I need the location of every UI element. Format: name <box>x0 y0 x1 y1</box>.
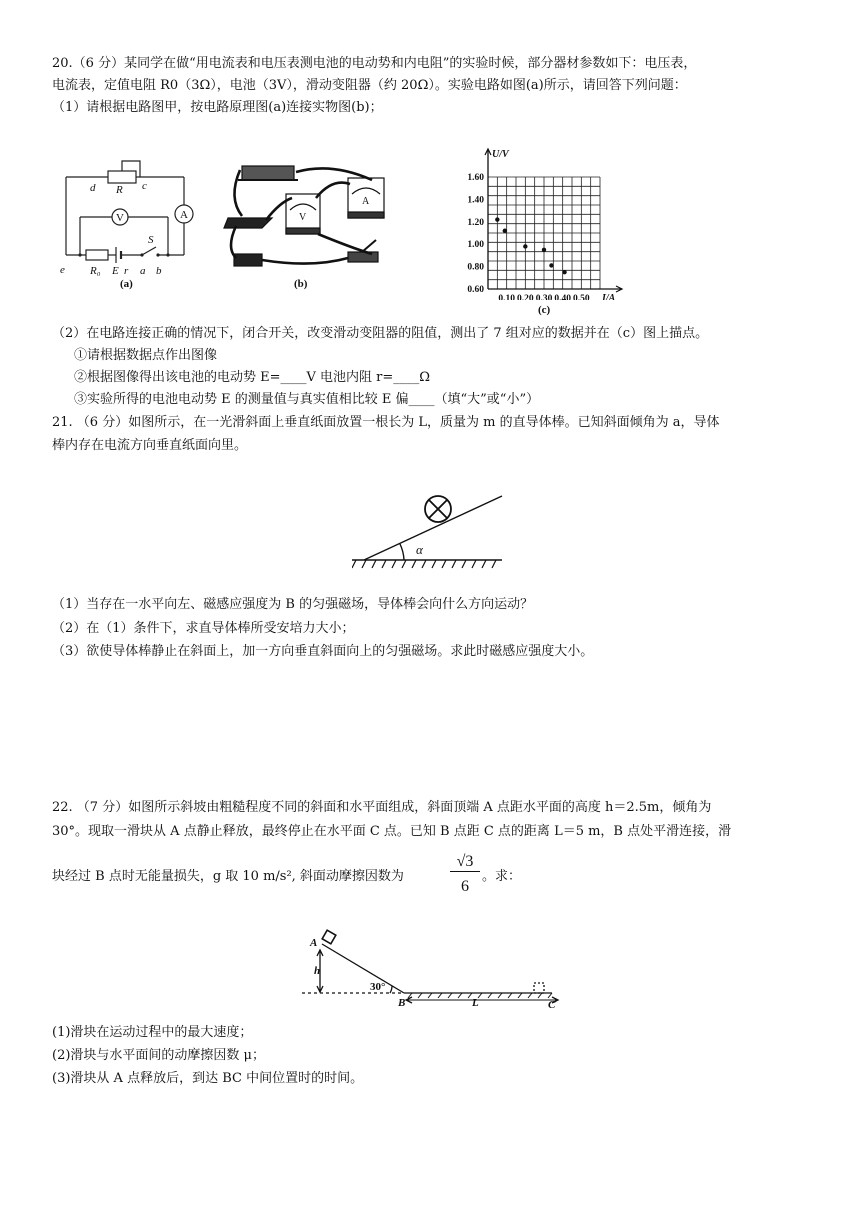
x-axis-label: I/A <box>602 293 616 300</box>
surface-hatching <box>408 993 552 998</box>
slider-block-final <box>534 983 544 993</box>
q22-line2: 30°。现取一滑块从 A 点静止释放，最终停止在水平面 C 点。已知 B 点距 C 点的距离 L＝5 m，B 点处平滑连接，滑 <box>52 824 732 839</box>
q22-line3a: 块经过 B 点时无能量损失，g 取 10 m/s², 斜面动摩擦因数为 <box>52 869 404 884</box>
q22-line1: 22. （7 分）如图所示斜坡由粗糙程度不同的斜面和水平面组成，斜面顶端 A 点距水平面的高度 h＝2.5m，倾角为 <box>52 800 712 815</box>
q22-line3b: 。求： <box>482 869 522 884</box>
point-b-label: B <box>398 997 406 1009</box>
label-E: E <box>112 265 119 277</box>
x-tick-label: 0.40 <box>554 294 571 300</box>
label-V: V <box>116 212 124 224</box>
data-point <box>562 270 566 274</box>
rheostat <box>242 166 294 180</box>
q20-sub1: ①请根据数据点作出图像 <box>74 348 218 363</box>
label-S: S <box>148 234 154 246</box>
friction-fraction-numerator: √3 <box>450 853 480 872</box>
incline-line <box>364 496 502 560</box>
q22-part2: (2)滑块与水平面间的动摩擦因数 μ； <box>52 1048 265 1063</box>
battery <box>234 254 262 266</box>
data-point <box>503 229 507 233</box>
slope-line <box>322 944 404 993</box>
base-board <box>224 218 272 228</box>
angle-arc <box>390 986 392 993</box>
rheostat-symbol <box>108 171 136 183</box>
label-d: d <box>90 182 96 194</box>
y-tick-label: 0.80 <box>467 262 484 273</box>
y-tick-label: 1.00 <box>467 240 484 251</box>
apparatus-figure-b <box>222 158 392 278</box>
data-point <box>523 244 527 248</box>
x-tick-label: 0.20 <box>517 294 534 300</box>
label-a: a <box>140 265 146 277</box>
friction-fraction-denominator: 6 <box>461 878 469 895</box>
slope-figure <box>302 928 572 1018</box>
switch-symbol <box>142 247 156 255</box>
height-h-label: h <box>314 965 321 977</box>
q20-line4: （2）在电路连接正确的情况下，闭合开关，改变滑动变阻器的阻值，测出了 7 组对应的数据并在（c）图上描点。 <box>52 326 709 341</box>
x-tick-label: 0.30 <box>535 294 553 300</box>
q21-line2: 棒内存在电流方向垂直纸面向里。 <box>52 438 248 453</box>
circuit-diagram-a <box>60 155 210 295</box>
y-tick-label: 1.20 <box>467 217 484 228</box>
slider-block <box>322 930 336 944</box>
y-tick-label: 1.40 <box>467 195 484 206</box>
label-b: b <box>156 265 162 277</box>
data-point <box>549 263 553 267</box>
length-l-label: L <box>472 997 479 1009</box>
q20-line1: 20.（6 分）某同学在做“用电流表和电压表测电池的电动势和内电阻”的实验时候，部分器材参数如下：电压表， <box>52 56 697 71</box>
y-tick-label: 0.60 <box>467 285 484 295</box>
u-i-chart <box>452 145 642 300</box>
data-point <box>542 248 546 252</box>
q20-sub2: ②根据图像得出该电池的电动势 E=____V 电池内阻 r=____Ω <box>74 370 431 385</box>
incline-figure <box>352 484 512 574</box>
x-tick-label: 0.10 <box>498 294 515 300</box>
q21-part3: （3）欲使导体棒静止在斜面上，加一方向垂直斜面向上的匀强磁场。求此时磁感应强度大小。 <box>52 644 594 659</box>
ground-hatching <box>352 560 496 568</box>
label-A: A <box>180 209 188 221</box>
y-tick-label: 1.60 <box>467 173 484 183</box>
q20-sub3: ③实验所得的电池电动势 E 的测量值与真实值相比较 E 偏____（填“大”或“小”） <box>74 392 540 407</box>
angle-arc <box>400 544 404 560</box>
apparatus-ammeter-label: A <box>362 196 370 207</box>
label-c: c <box>142 180 147 192</box>
y-axis-label: U/V <box>492 149 509 160</box>
angle-alpha-label: α <box>416 542 423 557</box>
switch <box>348 252 378 262</box>
x-tick-label: 0.50 <box>573 294 590 300</box>
q21-line1: 21. （6 分）如图所示，在一光滑斜面上垂直纸面放置一根长为 L，质量为 m 的直导体棒。已知斜面倾角为 a，导体 <box>52 415 720 430</box>
apparatus-voltmeter-label: V <box>299 212 307 223</box>
label-R: R <box>116 184 123 196</box>
q22-part1: (1)滑块在运动过程中的最大速度； <box>52 1025 253 1040</box>
fig-c-caption: (c) <box>538 304 551 316</box>
q22-part3: (3)滑块从 A 点释放后，到达 BC 中间位置时的时间。 <box>52 1071 364 1086</box>
q21-part2: （2）在（1）条件下，求直导体棒所受安培力大小； <box>52 621 355 636</box>
label-r: r <box>124 265 129 277</box>
data-point <box>495 217 499 221</box>
label-R0: R₀ <box>90 265 101 277</box>
angle-30-label: 30° <box>370 981 386 993</box>
point-a-label: A <box>310 937 318 949</box>
point-c-label: C <box>548 999 556 1011</box>
resistor-r0-symbol <box>86 250 108 260</box>
fig-b-caption: (b) <box>294 278 308 290</box>
fig-a-caption: (a) <box>120 278 133 290</box>
q20-line2: 电流表，定值电阻 R0（3Ω），电池（3V），滑动变阻器（约 20Ω）。实验电路如图(a)所示，请回答下列问题： <box>52 78 687 93</box>
label-e: e <box>60 264 65 276</box>
q21-part1: （1）当存在一水平向左、磁感应强度为 B 的匀强磁场，导体棒会向什么方向运动？ <box>52 597 534 612</box>
q20-line3: （1）请根据电路图甲，按电路原理图(a)连接实物图(b)； <box>52 100 383 115</box>
